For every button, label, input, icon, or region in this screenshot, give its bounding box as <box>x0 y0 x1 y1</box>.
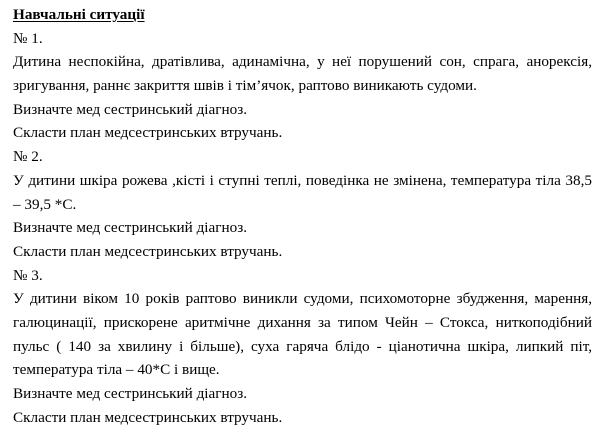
situation-text-line: температура тіла – 40*С і вище. <box>13 361 220 379</box>
situation-number: № 2. <box>13 148 43 166</box>
situation-3 <box>13 264 592 429</box>
situation-text-line: Дитина неспокійна, дратівлива, адинамічна, у неї порушений сон, спрага, анорексія, <box>13 53 592 71</box>
situation-2 <box>13 145 592 263</box>
situation-text-line: У дитини шкіра рожева ,кісті і ступні теплі, поведінка не змінена, температура тіла 38,5 <box>13 171 592 189</box>
task-diagnosis: Визначте мед сестринський діагноз. <box>13 385 247 402</box>
task-diagnosis: Визначте мед сестринський діагноз. <box>13 100 247 118</box>
situation-number: № 3. <box>13 266 43 284</box>
situation-number: № 1. <box>13 29 43 47</box>
situation-text-line: пульс ( 140 за хвилину і більше), суха гаряча блідо - ціанотична шкіра, липкий піт, <box>13 337 592 355</box>
task-care-plan: Склaсти план медсестринських втручань. <box>13 242 283 260</box>
situation-text-line: У дитини віком 10 років раптово виникли судоми, психомоторне збудження, марення, <box>13 290 592 308</box>
situation-1 <box>13 27 592 145</box>
situation-text-line: – 39,5 *С. <box>13 195 77 213</box>
task-diagnosis: Визначте мед сестринський діагноз. <box>13 219 247 237</box>
task-care-plan: Склaсти план медсестринських втручань. <box>13 124 283 142</box>
document-title: Навчальні ситуації <box>13 6 145 23</box>
situation-text-line: зригування, раннє закриття швів і тім’ячок, раптово виникають судоми. <box>13 77 477 95</box>
task-care-plan: Склaсти план медсестринських втручань. <box>13 408 283 426</box>
situation-text-line: галюцинації, прискорене аритмічне дихання за типом Чейн – Стокса, ниткоподібний <box>13 313 592 331</box>
